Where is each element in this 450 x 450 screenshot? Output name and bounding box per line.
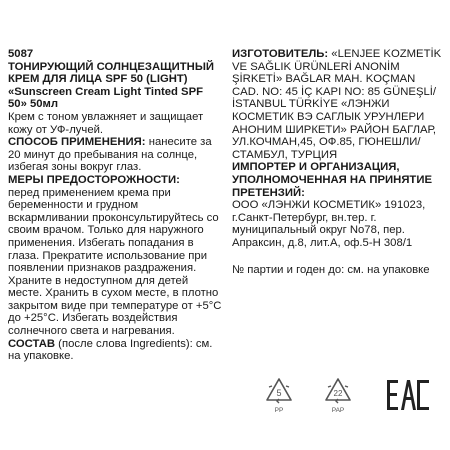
left-column (8, 48, 222, 363)
composition-heading: СОСТАВ (8, 337, 56, 350)
importer-heading: ИМПОРТЕР И ОРГАНИЗАЦИЯ, УПОЛНОМОЧЕННАЯ НА ПРИНЯТИЕ ПРЕТЕНЗИЙ: (232, 161, 432, 199)
recycle-pap-number: 22 (333, 389, 343, 398)
manufacturer-heading: ИЗГОТОВИТЕЛЬ: (232, 48, 329, 60)
precautions-heading: МЕРЫ ПРЕДОСТОРОЖНОСТИ: (8, 173, 180, 186)
composition-text: (после слова Ingredients): см. на упаковке. (8, 337, 213, 363)
usage-section (8, 136, 222, 174)
product-title: ТОНИРУЮЩИЙ СОЛНЦЕЗАЩИТНЫЙ КРЕМ ДЛЯ ЛИЦА SPF 50 (LIGHT) «Sunscreen Cream Light Tinted SPF 50» 50мл (8, 60, 214, 111)
recycle-pp-icon (262, 376, 296, 406)
recycle-pp-number: 5 (276, 388, 282, 398)
batch-info: № партии и годен до: см. на упаковке (232, 263, 430, 276)
recycle-pap-label: PAP (331, 407, 345, 414)
right-column (232, 48, 444, 276)
article-number: 5087 (8, 48, 34, 60)
precautions-text: перед применением крема при беременности и грудном вскармливании проконсультируйтесь со своим врачом. Только для наружного применения. Избегать попадания в глаза. Прекратите использование при появлении признаков раздражения. Храните в недоступном для детей месте. Хранить в сухом месте, в плотно закрытом виде при температуре от +5°С до +25°С. Избегать воздействия солнечного света и нагревания. (8, 186, 222, 338)
importer-text: ООО «ЛЭНЖИ КОСМЕТИК» 191023, г.Санкт-Петербург, вн.тер. г. муниципальный округ No78, пер. Апраксин, д.8, лит.А, оф.5-Н 308/1 (232, 199, 426, 249)
manufacturer-text: «LENJEE KOZMETİK VE SAĞLIK ÜRÜNLERİ ANONİM ŞİRKETİ» BAĞLAR MAH. KOÇMAN CAD. NO: 45 İÇ KAPI NO: 85 GÜNEŞLİ/İSTANBUL TÜRKİYE «ЛЭНЖИ КОСМЕТИК ВЭ САГЛЫК УРУНЛЕРИ АНОНИМ ШИРКЕТИ» РАЙОН БАГЛАР, УЛ.КОЧМАН,45, ОФ.85, ГЮНЕШЛИ/СТАМБУЛ, ТУРЦИЯ (232, 48, 442, 161)
product-description: Крем с тоном увлажняет и защищает кожу от УФ-лучей. (8, 110, 204, 136)
composition-section (8, 338, 222, 363)
usage-text: нанесите за 20 минут до пребывания на солнце, избегая зоны вокруг глаз. (8, 136, 212, 174)
recycle-pap-icon (321, 376, 355, 406)
certification-icons (240, 376, 445, 424)
recycle-pp-label: PP (274, 407, 284, 414)
manufacturer-section (232, 48, 444, 161)
usage-heading: СПОСОБ ПРИМЕНЕНИЯ: (8, 136, 146, 149)
eac-mark-icon (386, 378, 430, 412)
